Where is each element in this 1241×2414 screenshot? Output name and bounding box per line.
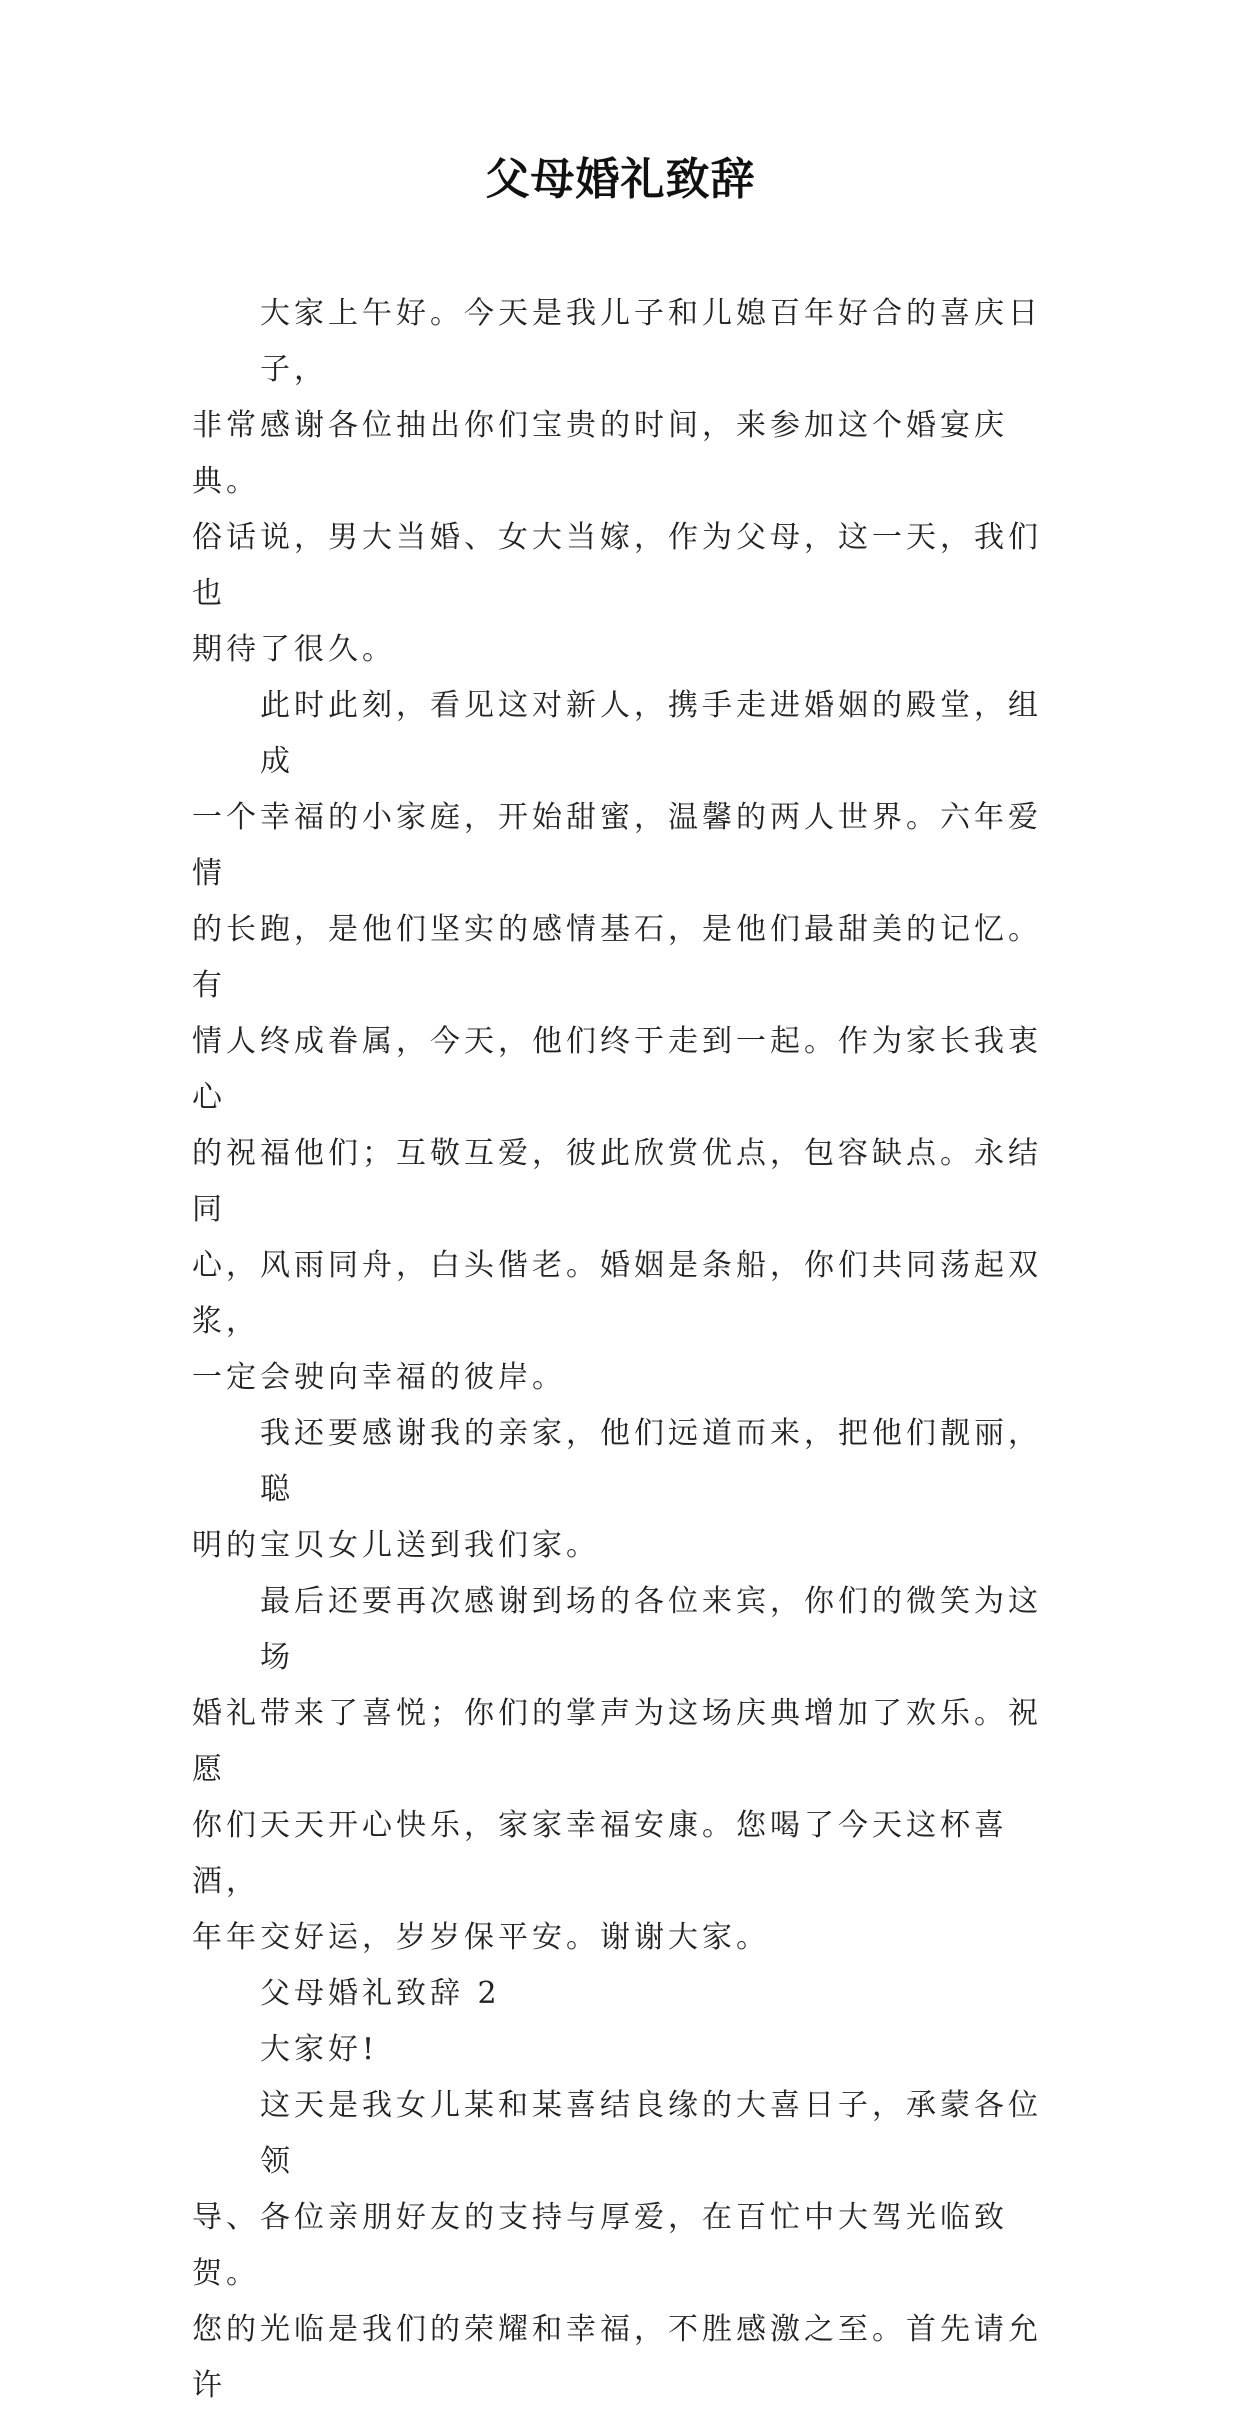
document-title: 父母婚礼致辞 xyxy=(485,154,756,205)
paragraph-line: 婚礼带来了喜悦；你们的掌声为这场庆典增加了欢乐。祝愿 xyxy=(192,1696,1042,1787)
paragraph-4 xyxy=(192,1574,1052,1966)
paragraph-line: 的长跑，是他们坚实的感情基石，是他们最甜美的记忆。有 xyxy=(192,912,1042,1003)
section-heading-line: 父母婚礼致辞 2 xyxy=(260,1976,501,2011)
paragraph-line: 此时此刻，看见这对新人，携手走进婚姻的殿堂，组成 xyxy=(260,688,1042,779)
paragraph-line: 一定会驶向幸福的彼岸。 xyxy=(192,1360,566,1395)
paragraph-line: 的祝福他们；互敬互爱，彼此欣赏优点，包容缺点。永结同 xyxy=(192,1136,1042,1227)
paragraph-line: 期待了很久。 xyxy=(192,632,396,667)
paragraph-line: 明的宝贝女儿送到我们家。 xyxy=(192,1528,600,1563)
greeting xyxy=(192,2022,1052,2078)
paragraph-line: 心，风雨同舟，白头偕老。婚姻是条船，你们共同荡起双浆， xyxy=(192,1248,1042,1339)
section-heading-2 xyxy=(192,1966,1052,2022)
paragraph-line: 您的光临是我们的荣耀和幸福，不胜感激之至。首先请允许 xyxy=(192,2312,1042,2403)
paragraph-7 xyxy=(192,2078,1052,2414)
paragraph-line: 这天是我女儿某和某喜结良缘的大喜日子，承蒙各位领 xyxy=(260,2088,1042,2179)
paragraph-line: 大家上午好。今天是我儿子和儿媳百年好合的喜庆日子， xyxy=(260,296,1042,387)
paragraph-line: 非常感谢各位抽出你们宝贵的时间，来参加这个婚宴庆典。 xyxy=(192,408,1008,499)
paragraph-line: 导、各位亲朋好友的支持与厚爱，在百忙中大驾光临致贺。 xyxy=(192,2200,1008,2291)
paragraph-line: 我还要感谢我的亲家，他们远道而来，把他们靓丽，聪 xyxy=(260,1416,1042,1507)
paragraph-line: 一个幸福的小家庭，开始甜蜜，温馨的两人世界。六年爱情 xyxy=(192,800,1042,891)
document-body xyxy=(192,286,1052,2414)
paragraph-line: 情人终成眷属，今天，他们终于走到一起。作为家长我衷心 xyxy=(192,1024,1042,1115)
paragraph-3 xyxy=(192,1406,1052,1574)
paragraph-2 xyxy=(192,678,1052,1406)
paragraph-line: 你们天天开心快乐，家家幸福安康。您喝了今天这杯喜酒， xyxy=(192,1808,1008,1899)
paragraph-line: 最后还要再次感谢到场的各位来宾，你们的微笑为这场 xyxy=(260,1584,1042,1675)
paragraph-line: 俗话说，男大当婚、女大当嫁，作为父母，这一天，我们也 xyxy=(192,520,1042,611)
paragraph-1 xyxy=(192,286,1052,678)
paragraph-line: 年年交好运，岁岁保平安。谢谢大家。 xyxy=(192,1920,770,1955)
greeting-line: 大家好! xyxy=(260,2032,379,2067)
